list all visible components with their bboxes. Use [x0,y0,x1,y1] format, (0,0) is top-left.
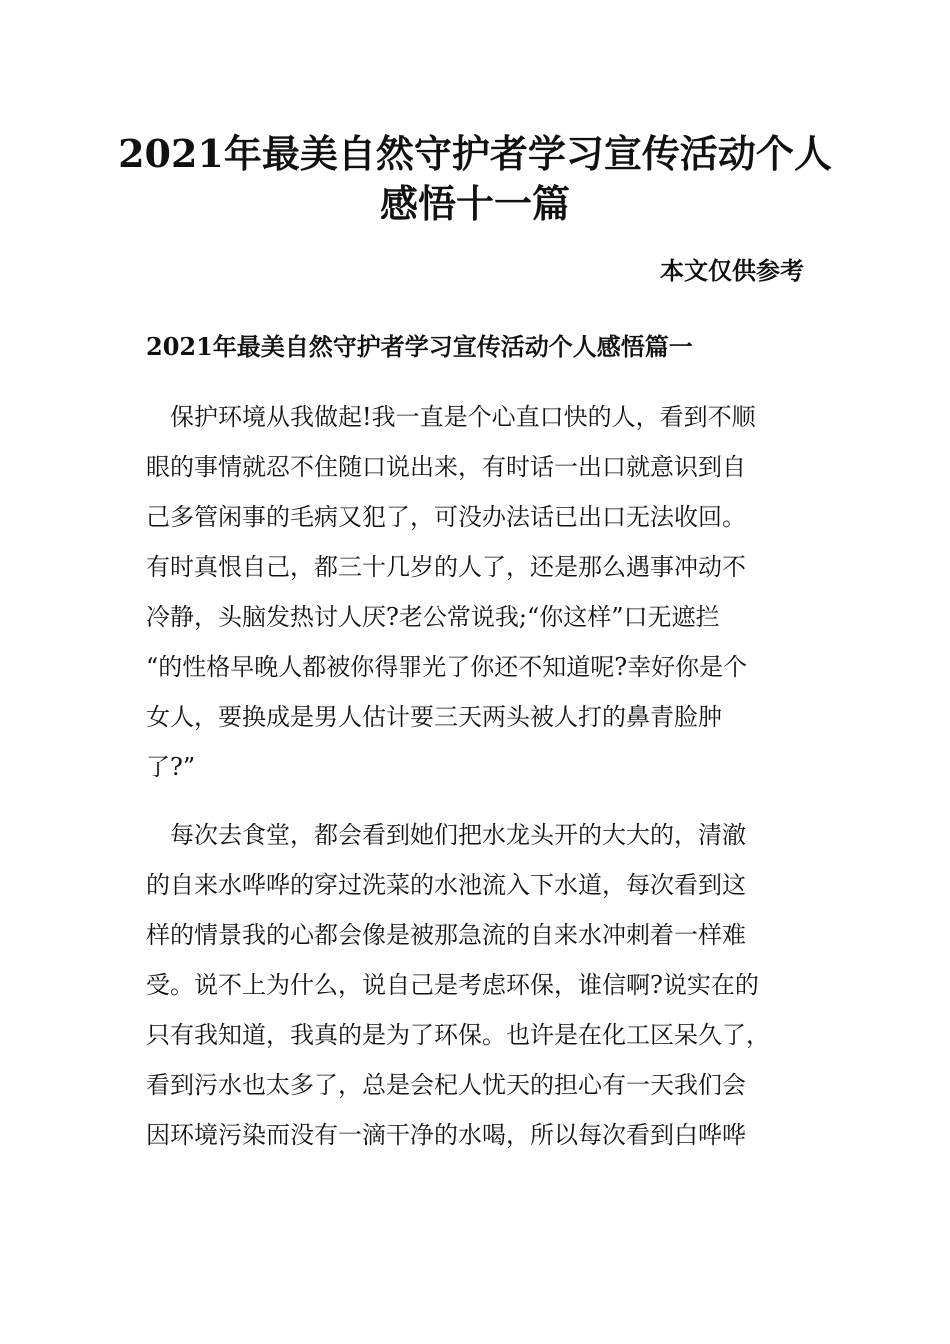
paragraph-line: 眼的事情就忍不住随口说出来，有时话一出口就意识到自 [146,453,746,481]
paragraph-line: 的自来水哗哗的穿过洗菜的水池流入下水道，每次看到这 [146,871,746,899]
reference-note: 本文仅供参考 [660,256,804,285]
paragraph-line: 冷静，头脑发热讨人厌?老公常说我;“你这样”口无遮拦 [146,603,720,631]
paragraph-line: 样的情景我的心都会像是被那急流的自来水冲刺着一样难 [146,921,746,949]
paragraph-line: 看到污水也太多了，总是会杞人忧天的担心有一天我们会 [146,1071,746,1099]
paragraph-line: 己多管闲事的毛病又犯了，可没办法话已出口无法收回。 [146,503,746,531]
paragraph-line: 有时真恨自己，都三十几岁的人了，还是那么遇事冲动不 [146,553,746,581]
paragraph-line: 受。说不上为什么，说自己是考虑环保，谁信啊?说实在的 [146,971,759,999]
paragraph-line: 女人，要换成是男人估计要三天两头被人打的鼻青脸肿 [146,703,722,731]
document-title-line-1: 2021年最美自然守护者学习宣传活动个人 [118,131,832,176]
paragraph-line: 每次去食堂，都会看到她们把水龙头开的大大的，清澈 [146,821,746,849]
paragraph-line: 因环境污染而没有一滴干净的水喝，所以每次看到白哗哗 [146,1121,746,1149]
paragraph-line: “的性格早晚人都被你得罪光了你还不知道呢?幸好你是个 [146,653,748,681]
paragraph-line: 了?” [146,753,196,781]
document-title-line-2: 感悟十一篇 [379,181,570,226]
section-heading: 2021年最美自然守护者学习宣传活动个人感悟篇一 [146,332,693,361]
paragraph-line: 保护环境从我做起!我一直是个心直口快的人，看到不顺 [146,403,756,431]
paragraph-line: 只有我知道，我真的是为了环保。也许是在化工区呆久了， [146,1021,770,1049]
